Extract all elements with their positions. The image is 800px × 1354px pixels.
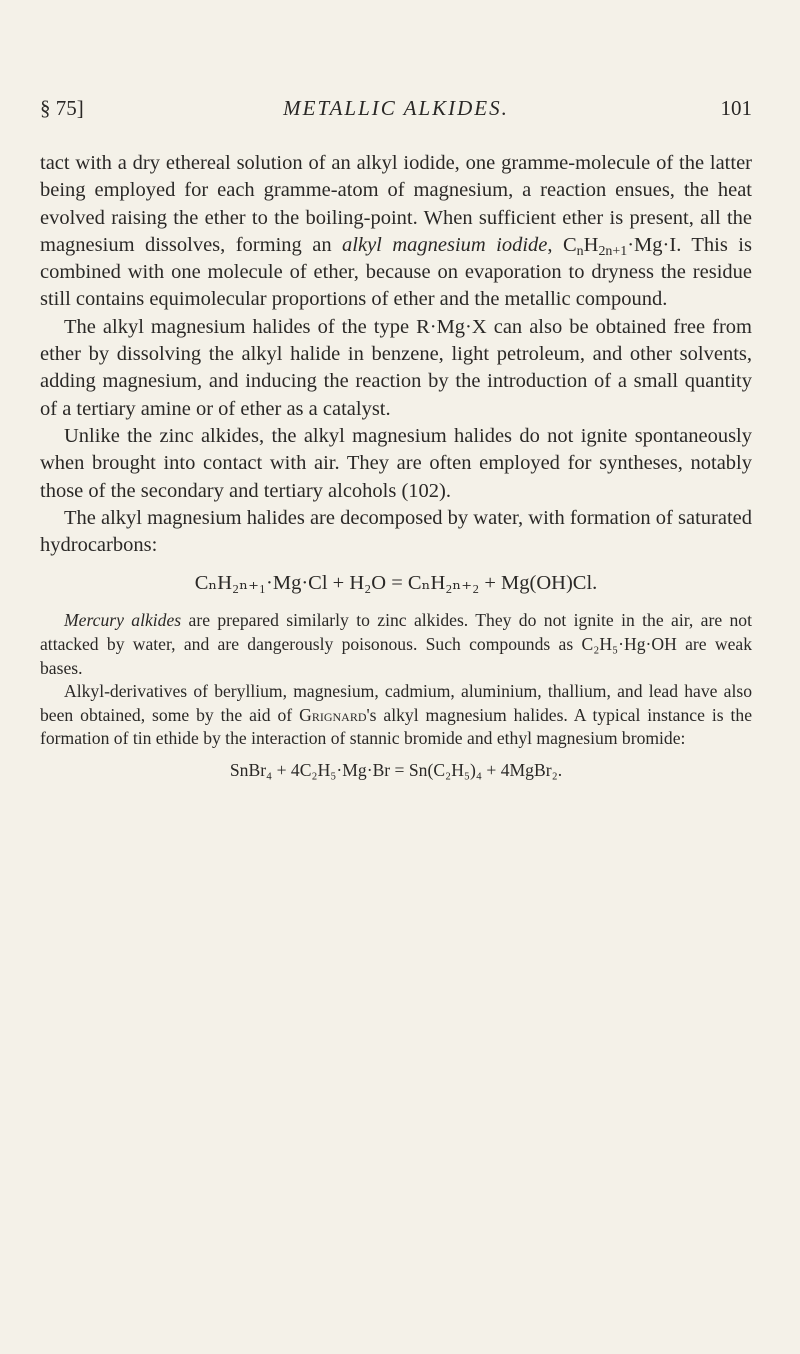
paragraph-1: tact with a dry ethereal solution of an alkyl iodide, one gramme-molecule of the latter being employed for each gramme-atom of magnesium, a reaction ensues, the heat evolved raising the ether to the boiling-point. When sufficient ether is present, all the magnesium dissolves, forming an alkyl magnesium iodide, $C_nH_{2n+1}\cdot Mg\cdot I$. This is combined with one molecule of ether, because on evaporation to dryness the residue still contains equimolecular proportions of ether and the metallic compound.: [40, 152, 752, 311]
paragraph-4: The alkyl magnesium halides are decomposed by water, with formation of saturated hydrocarbons:: [40, 506, 752, 557]
page-number: 101: [720, 96, 752, 120]
paragraph-6: Alkyl-derivatives of beryllium, magnesium, cadmium, aluminium, thallium, and lead have also been obtained, some by the aid of Grignard's alkyl magnesium halides. A typical instance is the formation of tin ethide by the interaction of stannic bromide and ethyl magnesium bromide:: [40, 681, 753, 749]
equation-hydrolysis: CₙH₂ₙ₊₁·Mg·Cl + H₂O = CₙH₂ₙ₊₂ + Mg(OH)Cl.: [194, 572, 598, 595]
term-alkyl-magnesium-iodide: alkyl magnesium iodide: [342, 233, 548, 256]
page-body: [40, 150, 752, 783]
paragraph-3: Unlike the zinc alkides, the alkyl magnesium halides do not ignite spontaneously when brought into contact with air. They are often employed for syntheses, notably those of the secondary and tertiary alcohols (102).: [40, 424, 752, 502]
paragraph-5: Mercury alkides are prepared similarly to zinc alkides. They do not ignite in the air, are not attacked by water, and are dangerously poisonous. Such compounds as C₂H₅·Hg·OH are weak bases.: [40, 610, 752, 678]
term-mercury-alkides: Mercury alkides: [64, 610, 182, 631]
equation-tin-ethide: SnBr₄ + 4C₂H₅·Mg·Br = Sn(C₂H₅)₄ + 4MgBr₂.: [229, 760, 563, 781]
running-header: [40, 96, 752, 122]
name-grignard: Grignard: [299, 704, 367, 725]
section-marker: § 75]: [40, 96, 84, 120]
running-title: METALLIC ALKIDES.: [283, 96, 509, 120]
paragraph-2: The alkyl magnesium halides of the type R·Mg·X can also be obtained free from ether by dissolving the alkyl halide in benzene, light petroleum, and other solvents, adding magnesium, and inducing the reaction by the introduction of a small quantity of a tertiary amine or of ether as a catalyst.: [40, 315, 752, 420]
